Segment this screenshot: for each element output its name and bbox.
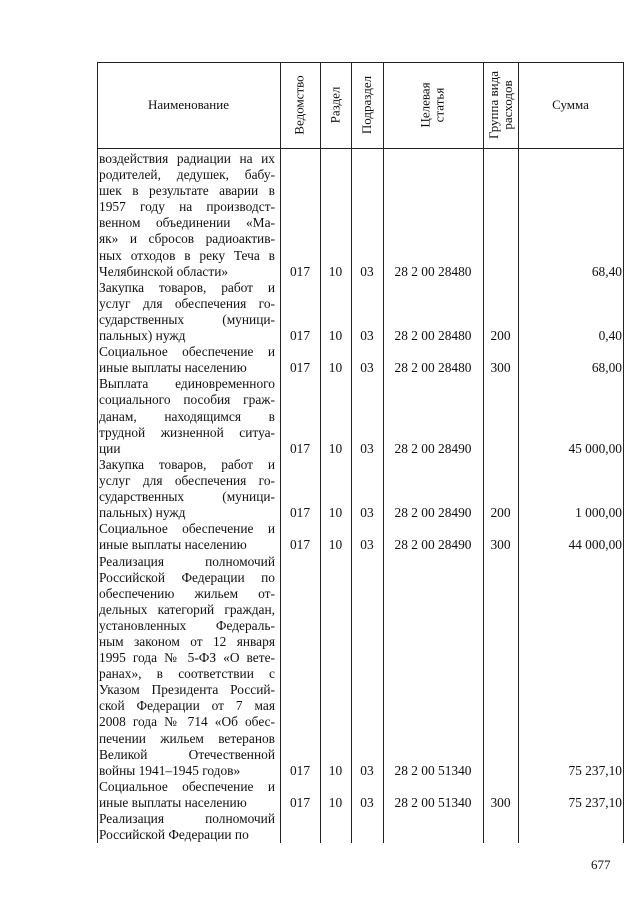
row-description <box>97 554 279 779</box>
description-line: Российской Федерации по <box>99 569 275 585</box>
header-target-text <box>419 82 447 127</box>
target-article-cell: 28 2 00 28490 <box>394 537 472 553</box>
header-group <box>483 62 518 148</box>
amount-cell: 68,40 <box>591 263 622 279</box>
table-row-values <box>280 795 624 811</box>
dept-cell: 017 <box>289 505 311 521</box>
description-line: социального пособия граж- <box>99 392 275 408</box>
dept-cell: 017 <box>289 440 311 456</box>
description-line: трудной жизненной ситуа- <box>99 424 275 440</box>
description-line: як» и сбросов радиоактив- <box>99 231 275 247</box>
header-section <box>320 62 351 148</box>
row-description <box>97 811 279 843</box>
description-line: пальных) нужд <box>99 505 186 521</box>
description-line: ции <box>99 440 121 456</box>
description-line: Указом Президента Россий- <box>99 682 275 698</box>
row-description <box>97 457 279 521</box>
expense-group-cell: 300 <box>490 537 511 553</box>
header-group-line1: Группа вида <box>485 71 501 139</box>
table-row-values <box>280 328 624 344</box>
dept-cell: 017 <box>289 795 311 810</box>
row-description <box>97 376 279 456</box>
section-cell: 10 <box>328 328 343 344</box>
description-line: войны 1941–1945 годов» <box>99 762 241 778</box>
table-row-values <box>280 763 624 779</box>
section-cell: 10 <box>328 762 343 778</box>
subsection-cell: 03 <box>360 795 374 810</box>
description-line: Социальное обеспечение и <box>99 778 275 794</box>
table-row-values <box>280 360 624 376</box>
row-description <box>97 280 279 344</box>
description-line: 1995 года № 5-ФЗ «О вете- <box>99 650 275 666</box>
description-line: венном объединении «Ма- <box>99 215 275 231</box>
subsection-cell: 03 <box>360 328 374 344</box>
header-dept-text: Ведомство <box>292 75 307 135</box>
description-line: иные выплаты населению <box>99 360 247 376</box>
section-cell: 10 <box>328 795 343 810</box>
description-line: пальных) нужд <box>99 328 186 344</box>
section-cell: 10 <box>328 263 343 279</box>
description-line: Реализация полномочий <box>99 811 275 827</box>
description-line: 2008 года № 714 «Об обес- <box>99 714 275 730</box>
subsection-cell: 03 <box>360 505 374 521</box>
header-target-line1: Целевая <box>417 82 433 128</box>
dept-cell: 017 <box>289 762 311 778</box>
subsection-cell: 03 <box>360 360 374 376</box>
page-number: 677 <box>591 857 611 872</box>
description-line: сударственных (муници- <box>99 489 275 505</box>
amount-cell: 44 000,00 <box>568 537 622 553</box>
description-line: Челябинской области» <box>99 263 229 279</box>
description-line: сударственных (муници- <box>99 311 275 327</box>
section-cell: 10 <box>328 360 343 376</box>
description-line: Социальное обеспечение и <box>99 521 275 537</box>
amount-cell: 75 237,10 <box>568 762 622 778</box>
description-line: услуг для обеспечения го- <box>99 472 275 488</box>
description-line: Закупка товаров, работ и <box>99 456 275 472</box>
description-line: ранах», в соответствии с <box>99 666 275 682</box>
expense-group-cell: 300 <box>490 360 511 376</box>
description-line: Реализация полномочий <box>99 553 275 569</box>
section-cell: 10 <box>328 505 343 521</box>
header-target <box>383 62 483 148</box>
target-article-cell: 28 2 00 28480 <box>394 360 472 376</box>
table-row-values <box>280 537 624 553</box>
description-line: Закупка товаров, работ и <box>99 279 275 295</box>
description-line: печении жильем ветеранов <box>99 730 275 746</box>
dept-cell: 017 <box>289 263 311 279</box>
section-cell: 10 <box>328 440 343 456</box>
description-line: ской Федерации от 7 мая <box>99 698 275 714</box>
expense-group-cell: 300 <box>490 795 511 810</box>
row-description <box>97 344 279 376</box>
description-line: воздействия радиации на их <box>99 151 275 166</box>
description-line: шек в результате аварии в <box>99 183 275 199</box>
description-line: 1957 году на производст- <box>99 199 275 215</box>
header-dept <box>280 62 320 148</box>
header-section-text: Раздел <box>327 86 343 124</box>
expense-group-cell: 200 <box>490 505 511 521</box>
subsection-cell: 03 <box>360 263 374 279</box>
row-description <box>97 521 279 553</box>
header-name-text: Наименование <box>148 97 229 112</box>
budget-table <box>97 62 624 843</box>
target-article-cell: 28 2 00 28480 <box>394 263 472 279</box>
header-group-text <box>487 71 515 139</box>
description-line: Социальное обеспечение и <box>99 344 275 360</box>
description-line: иные выплаты населению <box>99 537 247 553</box>
subsection-cell: 03 <box>360 762 374 778</box>
header-subsection-text: Подраздел <box>359 75 375 135</box>
table-row-values <box>280 827 624 843</box>
row-description <box>97 151 279 280</box>
header-subsection <box>351 62 383 148</box>
table-row-values <box>280 441 624 457</box>
amount-cell: 45 000,00 <box>568 440 622 456</box>
description-line: Выплата единовременного <box>99 376 275 392</box>
target-article-cell: 28 2 00 28490 <box>394 440 472 456</box>
target-article-cell: 28 2 00 51340 <box>394 795 472 810</box>
description-line: обеспечению жильем от- <box>99 585 275 601</box>
expense-group-cell: 200 <box>490 328 511 344</box>
dept-cell: 017 <box>289 537 311 553</box>
target-article-cell: 28 2 00 28490 <box>394 505 472 521</box>
amount-cell: 68,00 <box>591 360 622 376</box>
description-line: ных отходов в реку Теча в <box>99 247 275 263</box>
description-line: Российской Федерации по <box>99 827 249 843</box>
description-line: иные выплаты населению <box>99 794 247 810</box>
description-line: ным законом от 12 января <box>99 633 275 649</box>
header-amount-text: Сумма <box>552 97 589 112</box>
subsection-cell: 03 <box>360 537 374 553</box>
header-amount <box>518 62 623 148</box>
table-row-values <box>280 505 624 521</box>
description-line: услуг для обеспечения го- <box>99 295 275 311</box>
target-article-cell: 28 2 00 28480 <box>394 328 472 344</box>
description-line: дельных категорий граждан, <box>99 601 275 617</box>
dept-cell: 017 <box>289 328 311 344</box>
description-line: данам, находящимся в <box>99 408 275 424</box>
header-bottom-border <box>97 148 624 149</box>
description-line: Великой Отечественной <box>99 746 275 762</box>
header-target-line2: статья <box>431 87 447 123</box>
row-description <box>97 779 279 811</box>
amount-cell: 75 237,10 <box>568 795 622 810</box>
description-line: родителей, дедушек, бабу- <box>99 167 275 183</box>
header-group-line2: расходов <box>499 80 515 130</box>
table-row-values <box>280 264 624 280</box>
section-cell: 10 <box>328 537 343 553</box>
target-article-cell: 28 2 00 51340 <box>394 762 472 778</box>
dept-cell: 017 <box>289 360 311 376</box>
description-line: установленных Федераль- <box>99 617 275 633</box>
header-name <box>97 62 280 148</box>
amount-cell: 1 000,00 <box>575 505 622 521</box>
subsection-cell: 03 <box>360 440 374 456</box>
amount-cell: 0,40 <box>598 328 622 344</box>
